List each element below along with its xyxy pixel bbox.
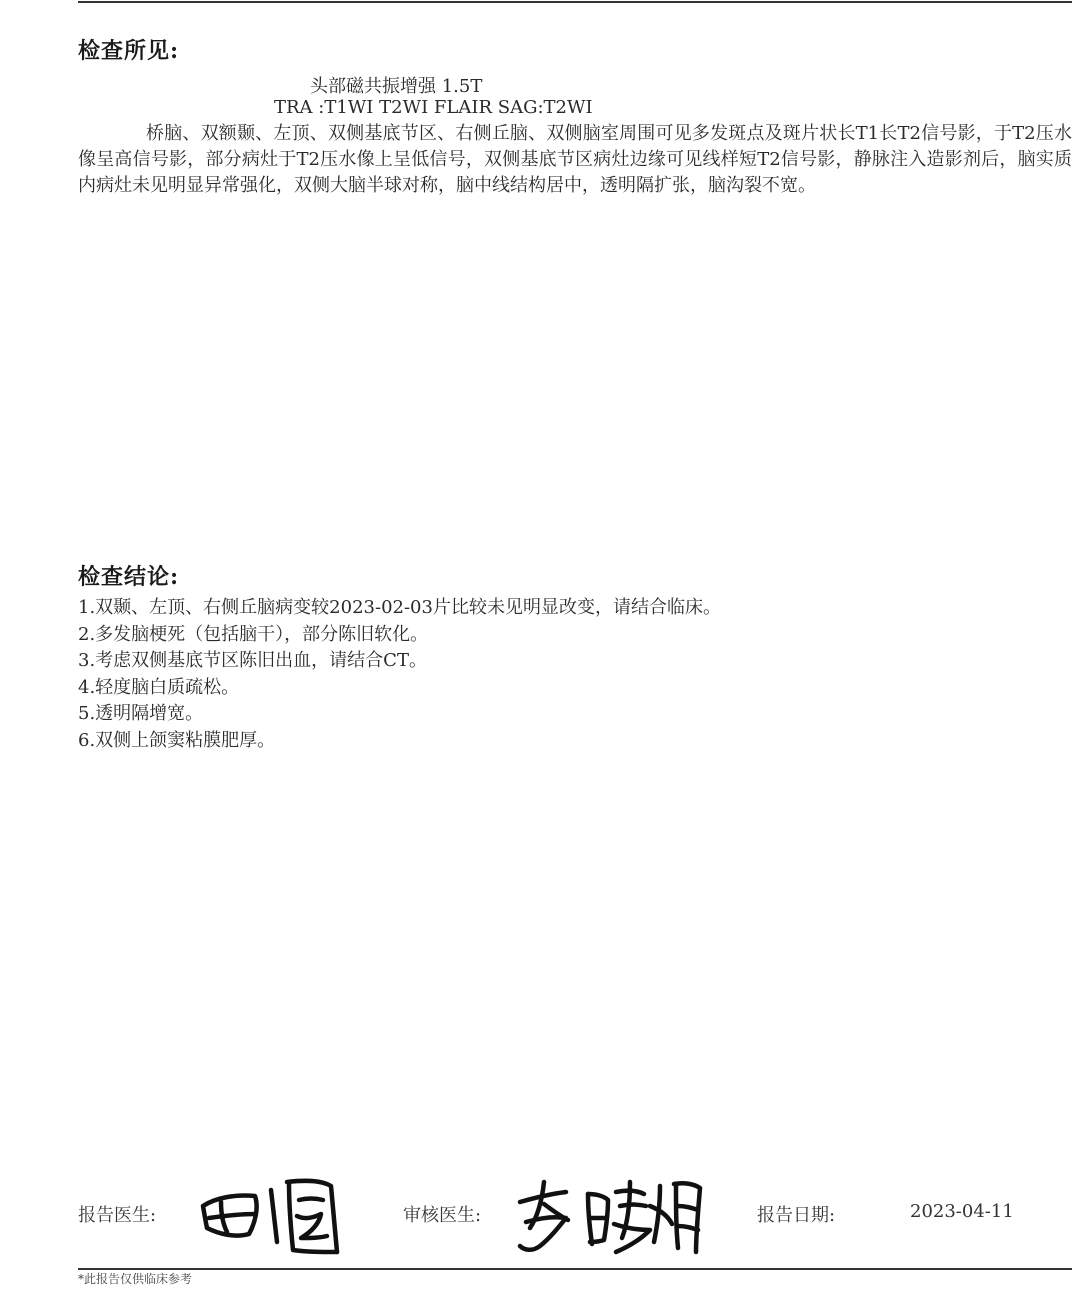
exam-sequence: TRA :T1WI T2WI FLAIR SAG:T2WI xyxy=(274,97,593,118)
report-date: 2023-04-11 xyxy=(910,1201,1014,1222)
bottom-divider xyxy=(78,1268,1072,1270)
conclusion-list xyxy=(78,595,721,754)
findings-heading: 检查所见: xyxy=(78,38,180,64)
top-divider xyxy=(78,1,1072,3)
conclusion-item: 1.双颞、左顶、右侧丘脑病变较2023-02-03片比较未见明显改变，请结合临床。 xyxy=(78,597,721,618)
conclusion-item: 6.双侧上颌窦粘膜肥厚。 xyxy=(78,729,276,751)
exam-title: 头部磁共振增强 1.5T xyxy=(310,76,483,97)
reviewer-signature xyxy=(510,1172,705,1257)
reviewer-label: 审核医生: xyxy=(403,1205,482,1226)
conclusion-item: 3.考虑双侧基底节区陈旧出血，请结合CT。 xyxy=(78,650,427,671)
conclusion-item: 5.透明隔增宽。 xyxy=(78,703,204,724)
disclaimer-note: *此报告仅供临床参考 xyxy=(78,1272,193,1286)
reporter-label: 报告医生: xyxy=(78,1205,157,1226)
conclusion-item: 4.轻度脑白质疏松。 xyxy=(78,676,240,698)
conclusion-item: 2.多发脑梗死（包括脑干），部分陈旧软化。 xyxy=(78,623,429,645)
reporter-signature xyxy=(195,1168,340,1258)
date-label: 报告日期: xyxy=(757,1205,836,1226)
conclusion-heading: 检查结论: xyxy=(78,564,180,590)
findings-text: 桥脑、双额颞、左顶、双侧基底节区、右侧丘脑、双侧脑室周围可见多发斑点及斑片状长T1长T2信号影，于T2压水像呈高信号影，部分病灶于T2压水像上呈低信号，双侧基底节区病灶边缘可见线样短T2信号影，静脉注入造影剂后，脑实质内病灶未见明显异常强化，双侧大脑半球对称，脑中线结构居中，透明隔扩张，脑沟裂不宽。 xyxy=(78,123,1072,196)
